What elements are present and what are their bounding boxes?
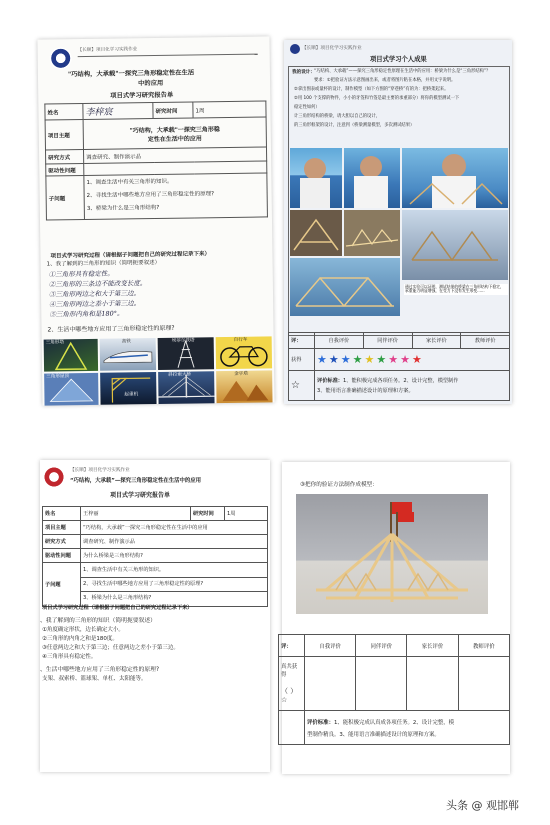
photo-label-6: 起重机 bbox=[124, 392, 139, 398]
photo-bridge-test bbox=[402, 210, 508, 280]
sub-question-3: 3、桥梁为什么是三角形结构? bbox=[86, 204, 160, 212]
photo-label-3: 埃菲尔铁塔 bbox=[171, 338, 195, 344]
school-logo-icon bbox=[290, 44, 300, 54]
star-sticker-icon: ★ bbox=[388, 353, 399, 366]
earned-stars: （ ）☆ bbox=[281, 687, 298, 704]
answer-3: ③任意两边之和大于第三边；任意两边之差小于第三边。 bbox=[42, 645, 179, 651]
sheet-header: 【长顺】项目化学习实践作业 bbox=[302, 46, 362, 51]
sub-question-label: 子问题 bbox=[46, 176, 85, 221]
photo-students-building-2 bbox=[344, 148, 400, 208]
evaluation-table bbox=[288, 332, 510, 401]
school-logo-icon bbox=[43, 466, 65, 488]
design-line-5: 稳定性如何） bbox=[294, 105, 320, 110]
model-sheet-bottom-right bbox=[282, 462, 510, 774]
topic-value-1: "巧结构，大承载"一探究三角形稳 bbox=[129, 125, 220, 134]
sub-question-label: 子问题 bbox=[43, 563, 81, 607]
name-label: 姓名 bbox=[43, 507, 81, 521]
peer-eval-header: 同伴评价 bbox=[356, 635, 407, 657]
driving-question-label: 驱动性问题 bbox=[46, 164, 84, 177]
star-sticker-icon: ★ bbox=[376, 353, 387, 366]
name-value: 李梓宸 bbox=[85, 107, 113, 118]
photo-bridge-model-3 bbox=[290, 258, 400, 316]
teacher-eval-header: 教师评价 bbox=[461, 333, 510, 349]
handwritten-answer-4: ④三角形两边之差小于第三边。 bbox=[49, 299, 141, 309]
driving-question-value: 为什么桥梁是三角形结构? bbox=[81, 549, 268, 563]
method-label: 研究方式 bbox=[43, 535, 81, 549]
criteria-line-1: 1、能积极完成认真成各项任务。2、设计完整，模 bbox=[333, 719, 455, 726]
photo-crane bbox=[100, 372, 156, 405]
parent-eval-header: 家长评价 bbox=[412, 333, 461, 349]
report-sheet-top-left bbox=[37, 36, 274, 405]
parent-eval-header: 家长评价 bbox=[407, 635, 458, 657]
design-line-2: 要求：①把验证方法示意图画出来，或者将图片粘在本格，并用文字说明。 bbox=[314, 78, 456, 83]
driving-question-label: 驱动性问题 bbox=[43, 549, 81, 563]
self-eval-header: 自我评价 bbox=[305, 635, 356, 657]
photo-students-building-3 bbox=[402, 148, 508, 208]
star-sticker-icon: ★ bbox=[317, 353, 327, 366]
project-title: “巧结构，大承载”—探究三角形稳定性在生活中的应用 bbox=[70, 478, 202, 484]
name-label: 姓名 bbox=[45, 104, 83, 121]
achievement-title: 项目式学习个人成果 bbox=[370, 56, 427, 63]
handwritten-answer-1: ①三角形具有稳定性。 bbox=[48, 269, 114, 279]
design-line-4: ②用 100 个支撑的物件，小小的牙签和竹签是最主要的承重部分）将你的模型测试一下 bbox=[294, 96, 460, 101]
photo-label-2: 高铁 bbox=[121, 339, 131, 345]
achievement-sheet-top-right bbox=[284, 40, 512, 404]
answer-4: ④三角形具有稳定性。 bbox=[42, 654, 97, 660]
photo-high-speed-train bbox=[100, 338, 156, 371]
photo-bridge-model-1 bbox=[290, 210, 342, 256]
star-sticker-icon: ★ bbox=[352, 353, 363, 366]
answer-2: ②三角形的内角之和是180度。 bbox=[42, 636, 118, 642]
process-title: 项目式学习研究过程（请根据子问题把自己的研究过程记录下来） bbox=[42, 605, 193, 611]
star-outline-icon: ☆ bbox=[291, 380, 300, 391]
process-title: 项目式学习研究过程（请根据子问题把自己的研究过程记录下来） bbox=[50, 251, 211, 260]
period-label: 研究时间 bbox=[191, 507, 225, 521]
photo-eiffel-tower bbox=[158, 337, 214, 370]
model-prompt: ③把你的验证方法制作成模型： bbox=[300, 482, 378, 488]
photo-cable-bridge bbox=[158, 371, 214, 404]
question-1: 、我了解到的三角形的知识（简明扼要叙述） bbox=[40, 618, 156, 624]
report-form-table bbox=[44, 100, 268, 220]
earned-label: 真共获得 bbox=[281, 664, 298, 678]
criteria-line-1: 1、能积极完成各项任务。2、设计完整，模型制作 bbox=[342, 378, 459, 384]
photo-caption: 通过实验可以证明，测试结果的桥梁在三角形结构下稳定，承重能力明显增强，在受力下没有发生形变…… bbox=[404, 284, 508, 295]
period-value: 1周 bbox=[225, 507, 268, 521]
handwritten-answer-3: ③三角形两边之和大于第三边。 bbox=[48, 289, 141, 299]
topic-label: 项目主题 bbox=[45, 120, 83, 151]
design-line-1: “巧结构、大承载”——探究三角形稳定性原理在生活中的应用：桥梁为什么是“三角形结构”？ bbox=[314, 69, 491, 74]
star-sticker-icon: ★ bbox=[400, 353, 410, 366]
question-1: 1、我了解到的三角形的知识（简明扼要叙述） bbox=[46, 259, 161, 268]
method-label: 研究方式 bbox=[45, 150, 83, 165]
criteria-label: 评价标准： bbox=[317, 378, 343, 384]
report-title: 项目式学习研究报告单 bbox=[110, 492, 171, 499]
question-2: 2、生活中哪些地方应用了三角形稳定性的原理? bbox=[47, 324, 175, 334]
photo-label-4: 自行车 bbox=[233, 337, 248, 343]
eval-label: 评： bbox=[279, 635, 305, 657]
sub-question-1: 1、调查生活中有关三角形的知识。 bbox=[86, 178, 173, 186]
sub-question-1: 1、调查生活中有关三角形的知识。 bbox=[81, 564, 267, 578]
sheet-header: 【长顺】项目化学习实践作业 bbox=[77, 47, 138, 54]
name-value: 王梓丽 bbox=[81, 507, 191, 521]
eval-label: 评： bbox=[289, 333, 315, 349]
answer-5: 支架、叔索桥、篮球架、单杠、太阳能等。 bbox=[42, 676, 147, 682]
photo-label-7: 斜拉索大桥 bbox=[168, 372, 192, 378]
teacher-eval-header: 教师评价 bbox=[458, 635, 509, 657]
report-title: 项目式学习研究报告单 bbox=[110, 91, 174, 100]
topic-label: 项目主题 bbox=[43, 521, 81, 535]
photo-label-1: 三角形塔 bbox=[45, 340, 65, 346]
design-line-3: ②拿出图表或量杯的设计，制作模型（如下方图的“穿巷桥”有的为：把桥架起来。 bbox=[294, 87, 449, 92]
criteria-label: 评价标准： bbox=[307, 719, 334, 726]
evaluation-table bbox=[278, 634, 510, 745]
star-sticker-icon: ★ bbox=[364, 353, 375, 366]
sub-question-3: 3、桥梁为什么是三角形结构? bbox=[83, 594, 152, 601]
period-label: 研究时间 bbox=[153, 102, 193, 119]
header-rule bbox=[78, 54, 258, 57]
star-rating-row bbox=[317, 354, 507, 365]
photo-students-building-1 bbox=[290, 148, 342, 208]
star-sticker-icon: ★ bbox=[340, 353, 351, 366]
answer-1: ①角度确定形状，边长确定大小。 bbox=[42, 627, 124, 633]
school-logo-icon bbox=[50, 47, 72, 69]
peer-eval-header: 同伴评价 bbox=[363, 333, 412, 349]
photo-bridge-model-2 bbox=[344, 210, 400, 256]
report-form-table bbox=[42, 506, 268, 607]
photo-label-8: 金字塔 bbox=[234, 371, 248, 377]
self-eval-header: 自我评价 bbox=[315, 333, 364, 349]
bridge-model-drawing bbox=[296, 494, 488, 614]
photo-label-5: 三角形屋顶 bbox=[46, 374, 70, 380]
sub-question-2: 2、寻找生活中哪些地方应用了三角形稳定性的原理? bbox=[86, 191, 215, 199]
criteria-line-2: 3、能用语言准确描述设计的原理和方案。 bbox=[317, 388, 414, 394]
method-value: 调查研究、制作演示品 bbox=[83, 147, 266, 164]
design-line-6: 计三角形结构的桥梁，请大胆以自己的设计， bbox=[294, 114, 380, 119]
design-label: 我的设计： bbox=[292, 70, 315, 75]
project-title-line1: "巧结构，大承载"一探究三角形稳定性在生活 bbox=[67, 69, 195, 79]
criteria-line-2: 型制作精良。3、能用语言准确描述设计的原理和方案。 bbox=[307, 731, 440, 738]
watermark-text: 头条 @ 观邯郸 bbox=[446, 799, 519, 812]
photo-pyramid bbox=[216, 370, 272, 403]
handwritten-answer-2: ②三角形的三条边不能改变长度。 bbox=[48, 279, 147, 289]
method-value: 调查研究、制作演示品 bbox=[81, 535, 268, 549]
sub-question-2: 2、寻找生活中哪些地方应用了三角形稳定性的原理? bbox=[81, 578, 267, 592]
project-title-line2: 中的应用 bbox=[138, 79, 164, 88]
photo-bridge-model bbox=[296, 494, 488, 614]
photo-triangle-tower bbox=[44, 339, 98, 372]
topic-value-2: 定性在生活中的应用 bbox=[147, 134, 202, 143]
period-value: 1周 bbox=[193, 101, 266, 118]
earned-label: 获得 bbox=[289, 349, 315, 371]
report-sheet-bottom-left bbox=[40, 460, 270, 772]
star-sticker-icon: ★ bbox=[328, 353, 339, 366]
question-2: 、生活中哪些地方应用了三角形稳定性的原理? bbox=[40, 667, 160, 673]
handwritten-answer-5: ⑤三角形内角和是180°。 bbox=[49, 309, 124, 319]
design-line-7: 的三角形框架的设计，注意到（桥梁测量模型，多次测试结果） bbox=[294, 123, 415, 128]
sheet-header: 【长顺】项目化学习实践作业 bbox=[70, 468, 130, 473]
topic-value: “巧结构，大承载”一探究三角形稳定性在生活中的应用 bbox=[81, 521, 268, 535]
photo-triangle-roof bbox=[44, 373, 98, 406]
star-sticker-icon: ★ bbox=[412, 353, 422, 366]
photo-bicycle bbox=[216, 336, 272, 369]
